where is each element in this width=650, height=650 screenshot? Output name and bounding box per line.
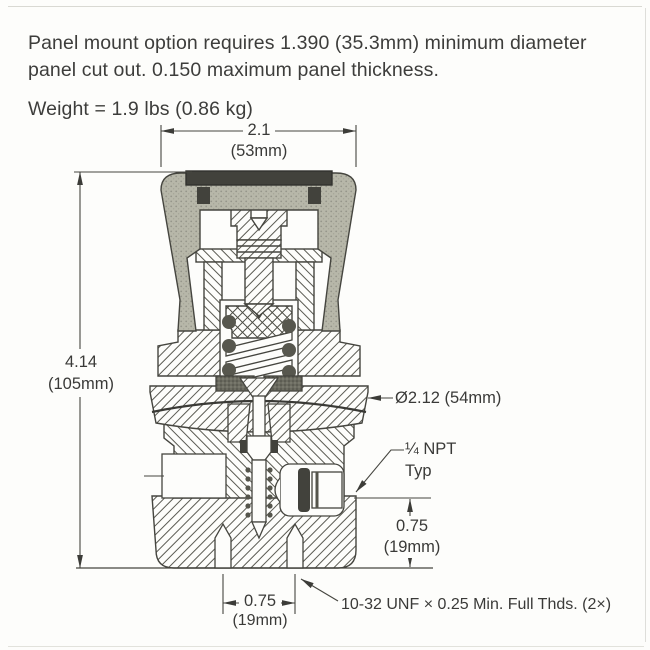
dim-width-metric: (53mm) [230, 142, 288, 160]
inlet-port [144, 454, 226, 498]
knob-cap [186, 171, 332, 185]
npt-leader [356, 450, 404, 492]
dim-height-value: 4.14 [64, 353, 98, 371]
port-thread-line2: Typ [405, 462, 432, 480]
dim-width-value: 2.1 [243, 120, 276, 141]
dim-flange-diameter-label: Ø2.12 (54mm) [395, 389, 502, 407]
outlet-port-fitting [275, 464, 344, 516]
dim-hole-spacing-value: 0.75 [239, 592, 281, 611]
weight-note: Weight = 1.9 lbs (0.86 kg) [28, 98, 253, 120]
port-thread-label [405, 438, 456, 482]
dim-height-metric: (105mm) [47, 375, 114, 393]
dim-port-height-value: 0.75 [395, 517, 429, 535]
port-thread-line1: ¼ NPT [405, 440, 457, 458]
dim-height-label [30, 349, 132, 397]
adjusting-stem [231, 196, 287, 316]
thread-leader [301, 579, 338, 601]
mount-thread-note: 10-32 UNF × 0.25 Min. Full Thds. (2×) [341, 596, 612, 613]
panel-note-line1: Panel mount option requires 1.390 (35.3mm) minimum diameter [28, 32, 587, 54]
dim-port-height-label [377, 516, 447, 558]
dim-width-label [197, 120, 321, 162]
dim-port-height-metric: (19mm) [383, 538, 441, 556]
panel-note-line2: panel cut out. 0.150 maximum panel thickness. [28, 58, 439, 81]
dim-hole-spacing-label [220, 592, 300, 630]
dim-hole-spacing-metric: (19mm) [232, 612, 288, 629]
